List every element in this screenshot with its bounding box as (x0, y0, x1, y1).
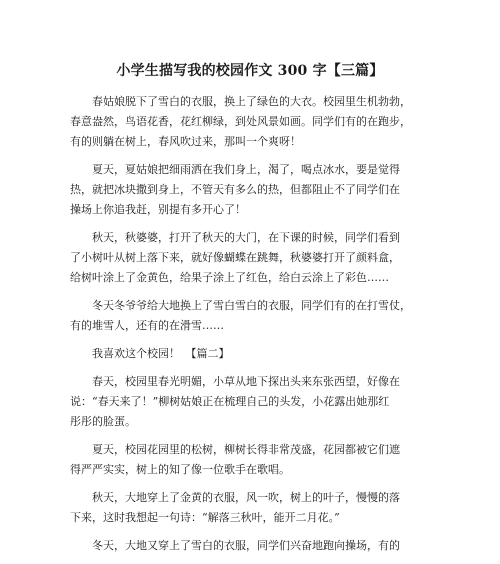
paragraph-line: 得严严实实，树上的知了像一位歌手在歌唱。 (70, 463, 290, 476)
paragraph-line: 说：“春天来了！”柳树姑娘正在梳理自己的头发，小花露出她那红 (70, 395, 390, 408)
paragraph (70, 440, 432, 480)
paragraph-line: 热，就把冰块撒到身上，不管天有多么的热，但都阻止不了同学们在 (70, 183, 400, 196)
paragraph (70, 536, 432, 556)
paragraph-line: 了小树叶从树上落下来，就好像蝴蝶在跳舞，秋婆婆打开了颜料盒， (70, 251, 400, 264)
paragraph (70, 296, 432, 336)
paragraph (70, 228, 432, 288)
paragraph-line: 有的堆雪人，还有的在滑雪…… (70, 319, 224, 332)
paragraph-line: 夏天，夏姑娘把细雨洒在我们身上，渴了，喝点冰水，要是觉得 (92, 163, 400, 176)
paragraph-line: 给树叶涂上了金黄色，给果子涂上了红色，给白云涂上了彩色…… (70, 271, 389, 284)
paragraph-line: 冬天冬爷爷给大地换上了雪白雪白的衣服，同学们有的在打雪仗， (92, 299, 411, 312)
paragraph (70, 372, 432, 432)
paragraph-line: 秋天，秋婆婆，打开了秋天的大门，在下课的时候，同学们看到 (92, 231, 400, 244)
paragraph-line: 操场上你追我赶，别提有多开心了！ (70, 203, 246, 216)
document-body (70, 92, 432, 564)
paragraph (70, 92, 432, 152)
document-title: 小学生描写我的校园作文 300 字【三篇】 (116, 63, 384, 79)
paragraph-line: 春姑娘脱下了雪白的衣服，换上了绿色的大衣。校园里生机勃勃， (92, 95, 411, 108)
paragraph-line: 彤彤的脸蛋。 (70, 415, 136, 428)
paragraph (70, 488, 432, 528)
paragraph (70, 344, 432, 364)
paragraph-line: 下来，这时我想起一句诗：“解落三秋叶，能开二月花。” (70, 511, 340, 524)
paragraph-line: 夏天，校园花园里的松树，柳树长得非常茂盛，花园都被它们遮 (92, 443, 400, 456)
paragraph-line: 冬天，大地又穿上了雪白的衣服，同学们兴奋地跑向操场，有的 (92, 539, 400, 552)
paragraph-line: 有的则躺在树上，春风吹过来，那叫一个爽呀！ (70, 135, 301, 148)
paragraph-line: 我喜欢这个校园！ 【篇二】 (92, 347, 230, 360)
paragraph-line: 春天，校园里春光明媚，小草从地下探出头来东张西望，好像在 (92, 375, 400, 388)
paragraph-line: 春意盎然，鸟语花香，花红柳绿，到处风景如画。同学们有的在跑步， (70, 115, 411, 128)
paragraph-line: 秋天，大地穿上了金黄的衣服，风一吹，树上的叶子，慢慢的落 (92, 491, 400, 504)
paragraph (70, 160, 432, 220)
